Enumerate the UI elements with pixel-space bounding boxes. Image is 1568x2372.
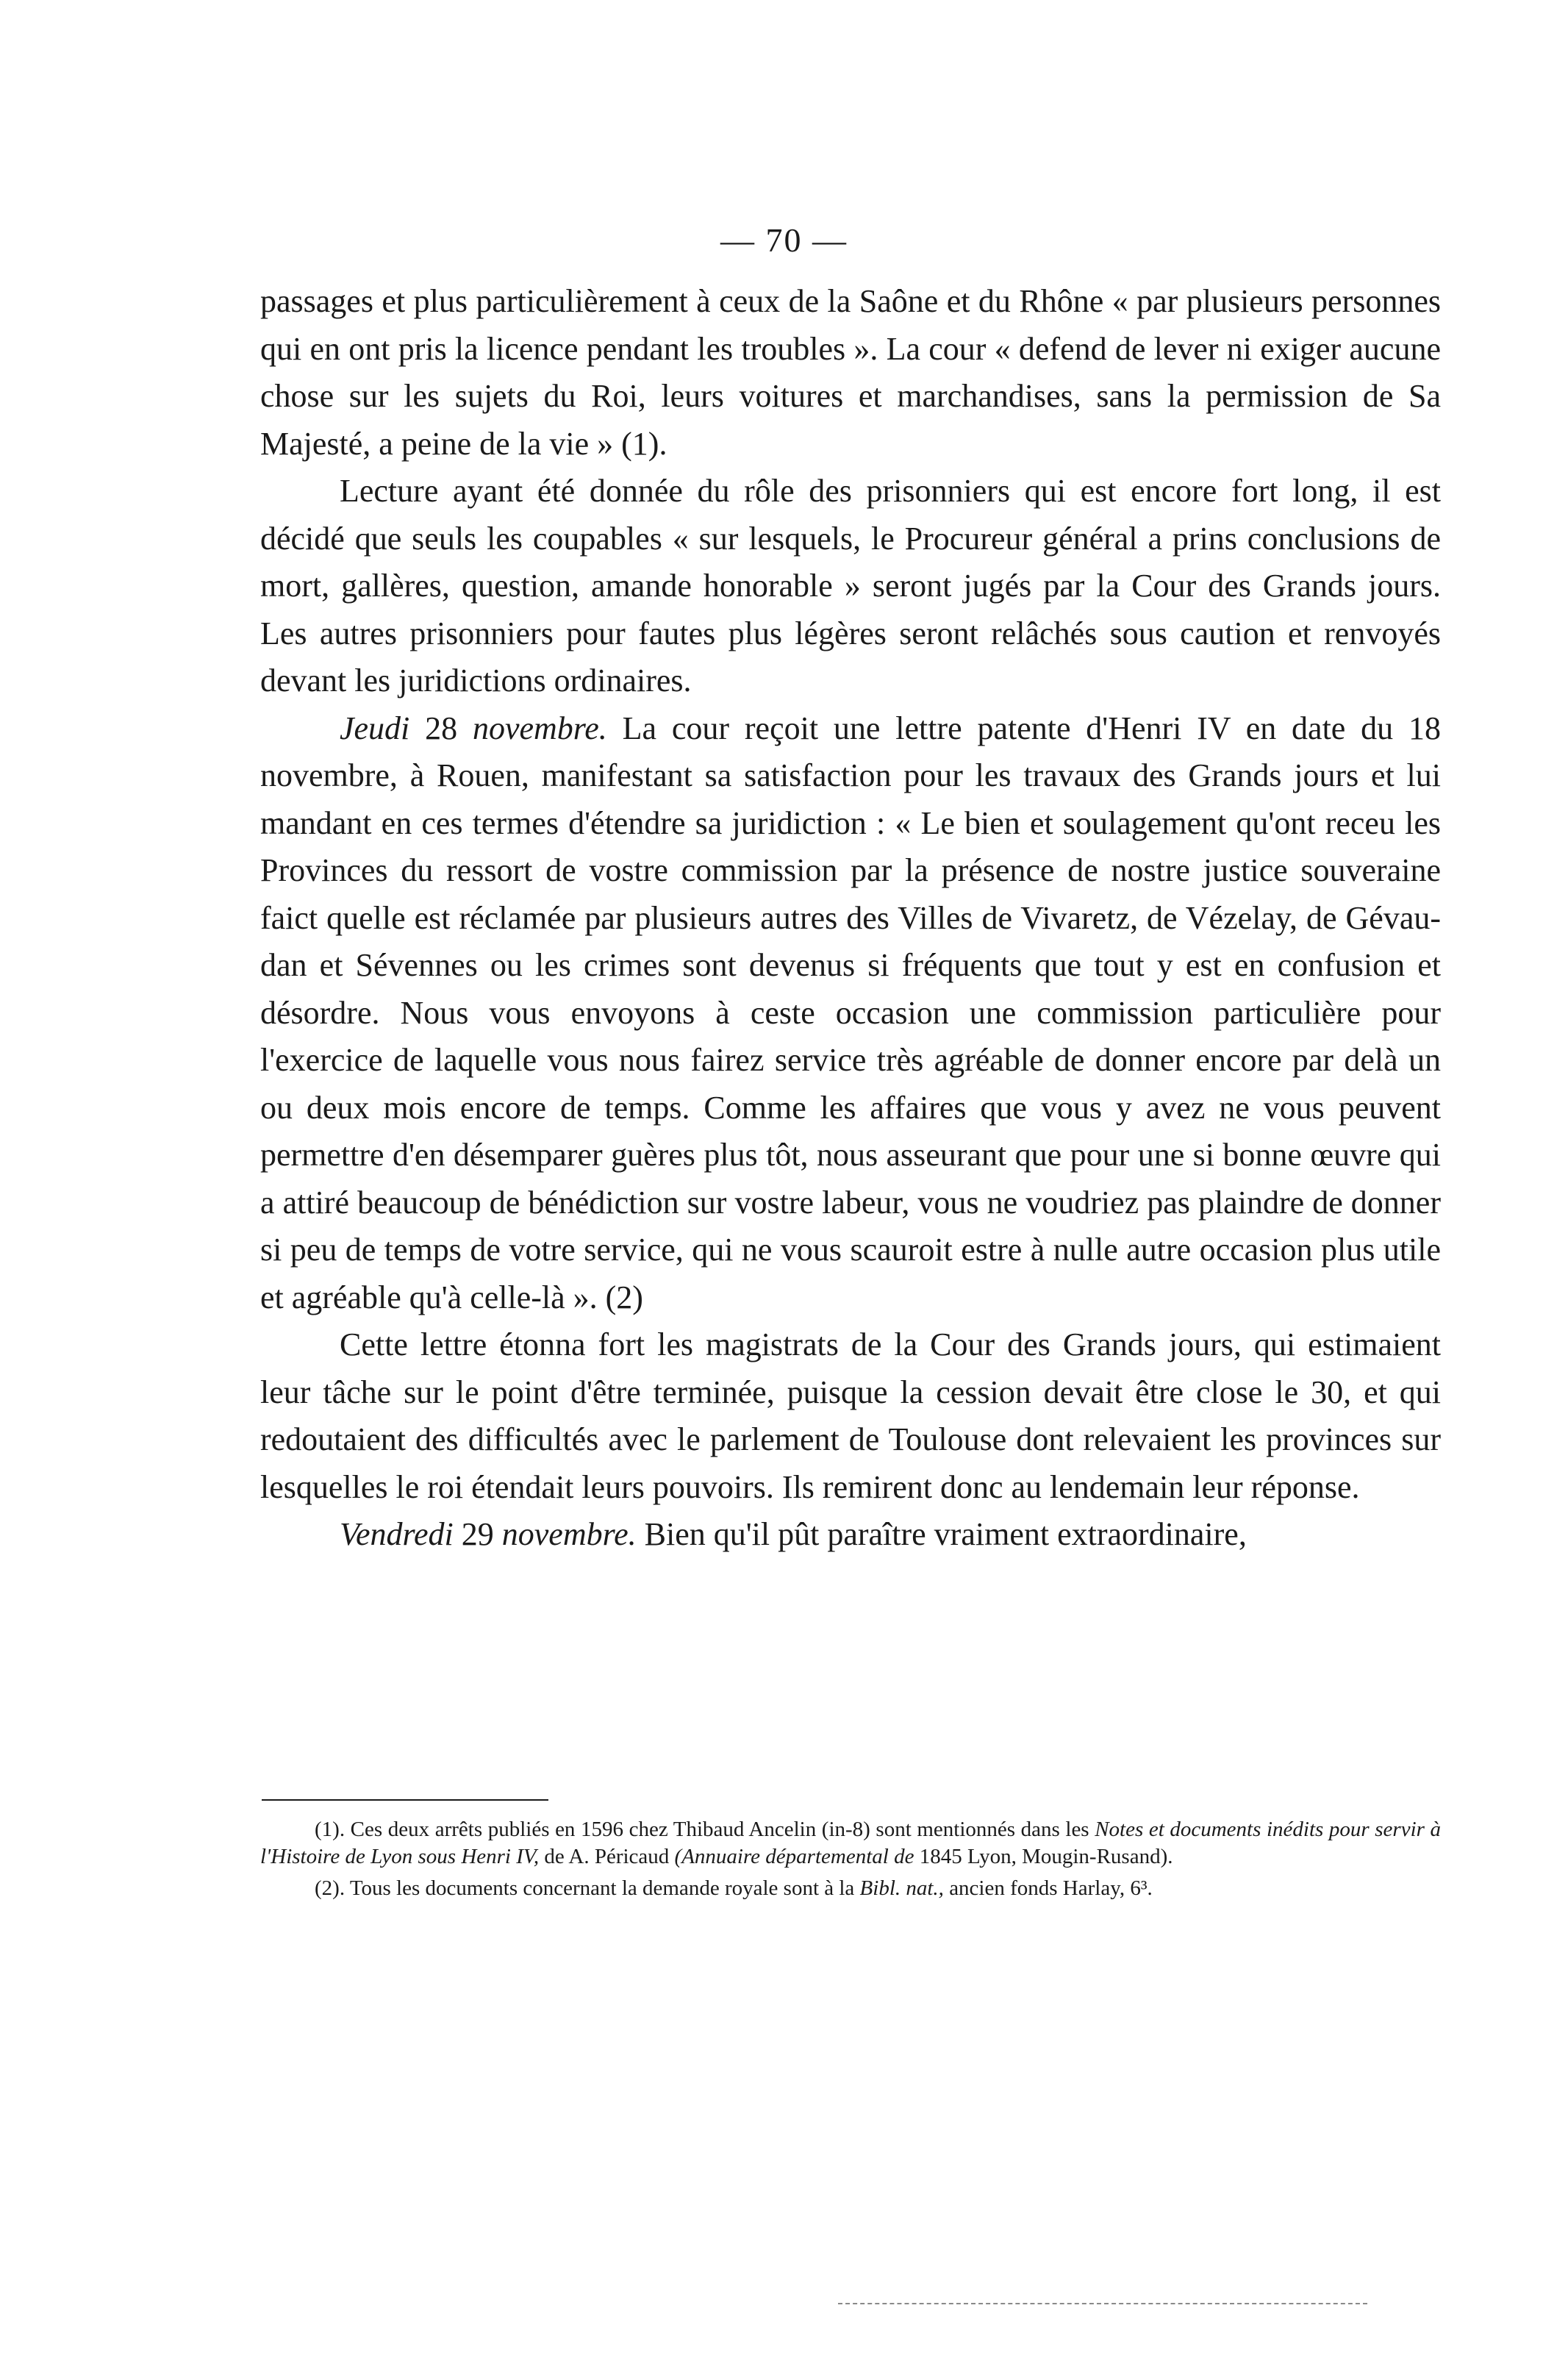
footnote-1-number: (1). bbox=[315, 1818, 346, 1841]
footnote-2-number: (2). bbox=[315, 1876, 346, 1900]
main-text bbox=[260, 278, 1441, 1559]
paragraph-1: passages et plus particulièrement à ceux de la Saône et du Rhône « par plusieurs personnes qui en ont pris la licence pendant les troubles ». La cour « defend de lever ni exiger aucune chose sur les sujets du Roi, leurs voitures et marchandises, sans la permission de Sa Majesté, a peine de la vie » (1). bbox=[260, 283, 1441, 462]
paragraph-4: Cette lettre étonna fort les magistrats de la Cour des Grands jours, qui estimaient leur tâche sur le point d'être terminée, puisque la cession devait être close le 30, et qui redoutaient des difficultés avec le parlement de Toulouse dont relevaient les provinces sur lesquelles le roi étendait leurs pouvoirs. Ils remirent donc au lendemain leur réponse. bbox=[260, 1326, 1441, 1505]
footnotes bbox=[260, 1816, 1441, 1907]
paragraph-3 bbox=[260, 705, 1441, 1322]
footnote-2-text: Tous les documents concernant la demande royale sont à la bbox=[349, 1876, 855, 1900]
footnote-2-reference: ancien fonds Harlay, 6³. bbox=[949, 1876, 1153, 1900]
paragraph-5 bbox=[260, 1511, 1441, 1559]
date-heading-month: novembre. bbox=[501, 1516, 637, 1552]
footnote-1-publication: (Annuaire départemental de bbox=[674, 1845, 914, 1868]
footnote-1-imprint: 1845 Lyon, Mougin-Rusand). bbox=[919, 1845, 1173, 1868]
paragraph-3-text: La cour reçoit une lettre patente d'Henri IV en date du 18 novembre, à Rouen, manifestant sa satisfaction pour les travaux des Grands jours et lui mandant en ces termes d'étendre sa juridiction : « Le bien et soulagement qu'ont receu les Provinces du ressort de vostre commission par la présence de nostre justice souveraine faict quelle est réclamée par plusieurs autres des Villes de Vivaretz, de Vézelay, de Gévaudan et Sévennes ou les crimes sont devenus si fréquents que tout y est en confusion et désordre. Nous vous envoyons à ceste occasion une commission particulière pour l'exercice de laquelle vous nous fairez service très agréable de donner encore par delà un ou deux mois encore de temps. Comme les affaires que vous y avez ne vous peuvent permettre d'en désemparer guères plus tôt, nous asseurant que pour une si bonne œuvre qui a attiré beaucoup de bénédiction sur vostre labeur, vous ne voudriez pas plaindre de donner si peu de temps de votre service, qui ne vous scauroit estre à nulle autre occasion plus utile et agréable qu'à celle-là ». (2) bbox=[260, 710, 1441, 1315]
date-heading-day: Jeudi bbox=[340, 710, 410, 746]
footnote-2-source: Bibl. nat., bbox=[859, 1876, 944, 1900]
scan-edge-mark bbox=[838, 2303, 1367, 2304]
footnote-1 bbox=[260, 1816, 1441, 1871]
footnote-1-text: Ces deux arrêts publiés en 1596 chez Thibaud Ancelin (in-8) sont mentionnés dans les bbox=[350, 1818, 1089, 1841]
date-heading-number: 28 bbox=[425, 710, 458, 746]
date-heading-number: 29 bbox=[461, 1516, 494, 1552]
paragraph-2: Lecture ayant été donnée du rôle des prisonniers qui est encore fort long, il est décidé que seuls les coupables « sur lesquels, le Procureur général a prins conclusions de mort, gallères, question, amande honorable » seront jugés par la Cour des Grands jours. Les autres prisonniers pour fautes plus légères seront relâchés sous caution et renvoyés devant les juridictions ordinaires. bbox=[260, 473, 1441, 699]
date-heading-month: novembre. bbox=[472, 710, 607, 746]
footnote-1-author: de A. Péricaud bbox=[544, 1845, 670, 1868]
page-number: — 70 — bbox=[720, 221, 848, 259]
footnote-divider bbox=[262, 1799, 548, 1801]
footnote-2 bbox=[260, 1875, 1441, 1902]
footnote-1-title: Notes et documents inédits pour servir à l'Histoire de Lyon sous Henri IV, bbox=[260, 1818, 1442, 1868]
date-heading-day: Vendredi bbox=[340, 1516, 454, 1552]
paragraph-5-text: Bien qu'il pût paraître vraiment extraordinaire, bbox=[644, 1516, 1247, 1552]
